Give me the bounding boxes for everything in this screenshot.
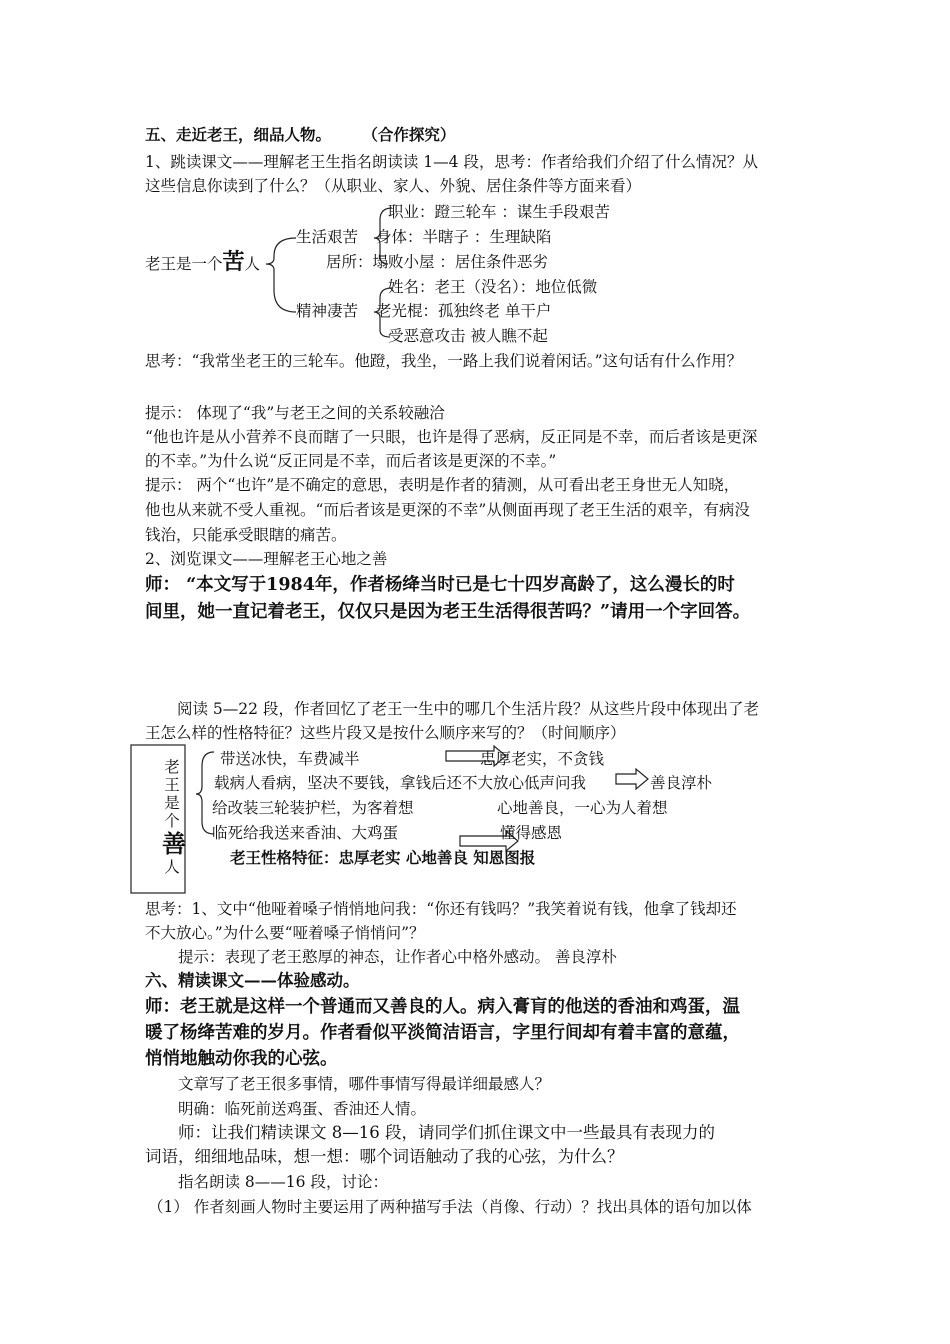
p2: 明确：临死前送鸡蛋、香油还人情。 (178, 1100, 427, 1118)
q1-line2: 这些信息你读到了什么？（从职业、家人、外貌、居住条件等方面来看） (145, 177, 642, 195)
ku-branch-spirit: 精神凄苦 (296, 302, 359, 320)
ku-branch-life: 生活艰苦 (296, 228, 359, 246)
ku-item-body: 身体：半瞎子 ：生理缺陷 (376, 228, 552, 246)
event-rail: 给改装三轮装护栏，为客着想 (212, 799, 414, 817)
teacher1-line2: 间里，她一直记着老王，仅仅只是因为老王生活得很苦吗？”请用一个字回答。 (145, 602, 751, 622)
teacher2-line2: 暖了杨绛苦难的岁月。作者看似平淡简洁语言，字里行间却有着丰富的意蕴， (145, 1023, 740, 1043)
hint1: 提示： 体现了“我”与老王之间的关系较融洽 (145, 404, 445, 422)
arrow-2 (616, 769, 648, 789)
event-gift: 临死给我送来香油、大鸡蛋 (212, 824, 399, 842)
ku-item-single: 老光棍：孤独终老 单干户 (376, 302, 552, 320)
hint2-line2: 他也从来就不受人重视。“而后者该是更深的不幸”从侧面再现了老王生活的艰辛，有病没 (145, 501, 750, 519)
q1-line1: 1、跳读课文——理解老王生指名朗读读 1—4 段，思考：作者给我们介绍了什么情况？从 (145, 153, 758, 171)
trait-grateful: 懂得感恩 (500, 824, 563, 842)
ku-life-brace (374, 208, 392, 264)
p4: 指名朗读 8——16 段，讨论： (178, 1173, 388, 1191)
ku-root-prefix: 老王是一个 (145, 255, 223, 273)
teacher2-line3: 悄悄地触动你我的心弦。 (145, 1049, 338, 1069)
box-char: 个 (164, 812, 180, 830)
think1: 思考：“我常坐老王的三轮车。他蹬，我坐，一路上我们说着闲话。”这句话有什么作用？ (145, 352, 743, 370)
section5-heading-text: 五、走近老王，细品人物。 (145, 125, 332, 144)
teacher2-line1: 师：老王就是这样一个普通而又善良的人。病入膏肓的他送的香油和鸡蛋，温 (145, 997, 740, 1017)
teacher1-line1: 师： “本文写于1984年，作者杨绛当时已是七十四岁高龄了，这么漫长的时 (145, 575, 735, 595)
ku-root-suffix: 人 (244, 255, 261, 273)
quote2-line1: “他也许是从小营养不良而瞎了一只眼，也许是得了恶病，反正同是不幸，而后者该是更深 (145, 428, 758, 446)
ku-item-name: 姓名：老王（没名）：地位低微 (388, 278, 598, 296)
p3-line1: 师：让我们精读课文 8—16 段，请同学们抓住课文中一些最具有表现力的 (178, 1123, 715, 1142)
ku-item-attacked: 受恶意攻击 被人瞧不起 (388, 327, 548, 345)
event-patient: 载病人看病，坚决不要钱，拿钱后还不大放心低声问我 (214, 774, 587, 792)
trait-caring: 心地善良，一心为人着想 (497, 799, 668, 817)
box-char: 王 (164, 776, 180, 794)
box-char: 是 (164, 794, 180, 812)
p5: （1） 作者刻画人物时主要运用了两种描写手法（肖像、行动）？找出具体的语句加以体 (148, 1198, 752, 1216)
think2-line1: 思考：1、文中“他哑着嗓子悄悄地问我：“你还有钱吗？”我笑着说有钱，他拿了钱却还 (145, 900, 737, 918)
hint2-line3: 钱治，只能承受眼瞎的痛苦。 (145, 526, 347, 544)
p3-line2: 词语，细细地品味，想一想：哪个词语触动了我的心弦，为什么？ (145, 1147, 624, 1166)
ku-main-brace (266, 238, 296, 312)
ku-item-job: 职业：蹬三轮车 ：谋生手段艰苦 (388, 203, 610, 221)
q2: 2、浏览课文——理解老王心地之善 (145, 550, 388, 568)
traits-summary: 老王性格特征：忠厚老实 心地善良 知恩图报 (230, 848, 536, 867)
ku-root-key: 苦 (222, 249, 245, 275)
box-char: 人 (164, 858, 180, 876)
trait-kind: 善良淳朴 (650, 774, 713, 792)
trait-honest: 忠厚老实，不贪钱 (480, 750, 605, 768)
quote2-line2: 的不幸。”为什么说“反正同是不幸，而后者该是更深的不幸。” (145, 452, 557, 470)
ku-item-home: 居所：塌败小屋 ：居住条件恶劣 (326, 253, 548, 271)
read-line1: 阅读 5—22 段，作者回忆了老王一生中的哪几个生活片段？从这些片段中体现出了老 (177, 700, 759, 718)
read-line2: 王怎么样的性格特征？这些片段又是按什么顺序来写的？（时间顺序） (145, 724, 626, 742)
p1: 文章写了老王很多事情，哪件事情写得最详细最感人？ (178, 1075, 551, 1093)
event-ice: 带送冰快，车费减半 (220, 750, 360, 768)
section5-heading-note: （合作探究） (362, 125, 456, 144)
think2-line2: 不大放心。”为什么要“哑着嗓子悄悄问”？ (145, 924, 425, 942)
box-char: 老 (164, 758, 180, 776)
box-char-key: 善 (162, 829, 186, 858)
hint2-line1: 提示： 两个“也许”是不确定的意思，表明是作者的猜测，从可看出老王身世无人知晓， (145, 476, 740, 494)
shan-box-text (162, 758, 186, 876)
hint3: 提示：表现了老王憨厚的神态，让作者心中格外感动。 善良淳朴 (178, 948, 617, 966)
ku-spirit-brace (374, 288, 392, 337)
section6-heading: 六、精读课文——体验感动。 (145, 971, 360, 990)
